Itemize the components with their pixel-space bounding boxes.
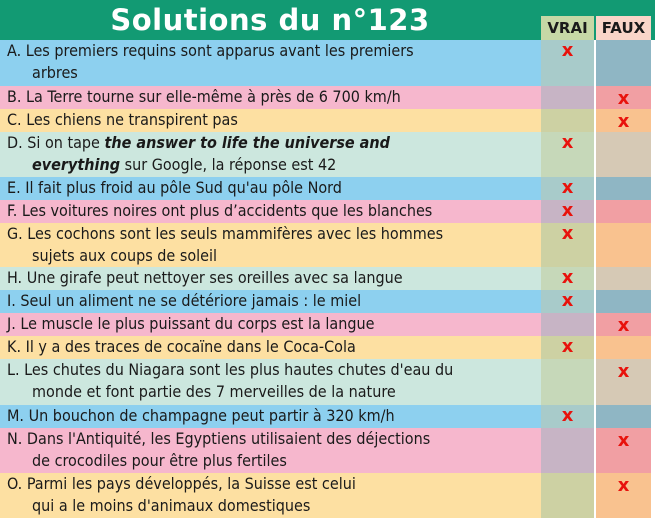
answer-mark: x: [561, 40, 574, 61]
question-line: arbres: [32, 63, 78, 82]
vrai-cell: [541, 132, 594, 177]
faux-cell: [596, 109, 651, 132]
answer-mark: x: [617, 315, 630, 336]
faux-cell: [596, 336, 651, 359]
question-line: N. Dans l'Antiquité, les Egyptiens utilisaient des déjections: [7, 429, 431, 448]
faux-cell: [596, 267, 651, 290]
faux-cell: [596, 359, 651, 405]
column-header-faux: FAUX: [596, 16, 651, 40]
question-line: I. Seul un aliment ne se détériore jamais : le miel: [7, 291, 362, 310]
table-row: [0, 109, 655, 132]
question-line: L. Les chutes du Niagara sont les plus hautes chutes d'eau du: [7, 360, 454, 379]
faux-cell: [596, 313, 651, 336]
table-row: [0, 132, 655, 177]
faux-cell: [596, 405, 651, 428]
faux-cell: [596, 40, 651, 86]
question-text: [0, 200, 541, 223]
answer-mark: x: [617, 111, 630, 132]
answer-mark: x: [561, 177, 574, 198]
vrai-cell: [541, 359, 594, 405]
question-text: [0, 359, 541, 405]
answer-mark: x: [561, 200, 574, 221]
answer-mark: x: [617, 361, 630, 382]
vrai-cell: [541, 40, 594, 86]
answer-mark: x: [561, 405, 574, 426]
answer-mark: x: [561, 223, 574, 244]
question-line: C. Les chiens ne transpirent pas: [7, 110, 238, 129]
question-line: M. Un bouchon de champagne peut partir à 320 km/h: [7, 406, 395, 425]
vrai-cell: [541, 200, 594, 223]
question-text: [0, 290, 541, 313]
vrai-cell: [541, 109, 594, 132]
question-text: [0, 336, 541, 359]
vrai-cell: [541, 177, 594, 200]
faux-cell: [596, 86, 651, 109]
table-row: [0, 223, 655, 267]
vrai-cell: [541, 223, 594, 267]
answer-mark: x: [561, 290, 574, 311]
vrai-cell: [541, 336, 594, 359]
question-line: D. Si on tape the answer to life the universe and: [7, 133, 390, 152]
question-line: B. La Terre tourne sur elle-même à près de 6 700 km/h: [7, 87, 401, 106]
vrai-cell: [541, 473, 594, 518]
page-title: Solutions du n°123: [110, 3, 430, 37]
faux-cell: [596, 428, 651, 473]
question-text: [0, 109, 541, 132]
answer-mark: x: [561, 132, 574, 153]
table-row: [0, 428, 655, 473]
question-line: H. Une girafe peut nettoyer ses oreilles avec sa langue: [7, 268, 403, 287]
answer-mark: x: [561, 336, 574, 357]
table-row: [0, 267, 655, 290]
vrai-cell: [541, 267, 594, 290]
table-row: [0, 473, 655, 518]
answer-mark: x: [617, 475, 630, 496]
table-row: [0, 86, 655, 109]
faux-cell: [596, 473, 651, 518]
table-row: [0, 359, 655, 405]
table-row: [0, 177, 655, 200]
question-line: everything sur Google, la réponse est 42: [32, 155, 337, 174]
question-line: J. Le muscle le plus puissant du corps est la langue: [7, 314, 375, 333]
column-header-vrai: VRAI: [541, 16, 594, 40]
question-text: [0, 177, 541, 200]
vrai-cell: [541, 290, 594, 313]
question-line: monde et font partie des 7 merveilles de la nature: [32, 382, 396, 401]
vrai-cell: [541, 405, 594, 428]
question-line: E. Il fait plus froid au pôle Sud qu'au pôle Nord: [7, 178, 342, 197]
question-text: [0, 405, 541, 428]
faux-cell: [596, 200, 651, 223]
vrai-cell: [541, 313, 594, 336]
question-line: sujets aux coups de soleil: [32, 246, 218, 265]
table-row: [0, 405, 655, 428]
question-line: O. Parmi les pays développés, la Suisse est celui: [7, 474, 356, 493]
question-text: [0, 40, 541, 86]
faux-cell: [596, 290, 651, 313]
question-text: [0, 313, 541, 336]
vrai-cell: [541, 428, 594, 473]
question-line: qui a le moins d'animaux domestiques: [32, 496, 311, 515]
table-row: [0, 200, 655, 223]
question-line: de crocodiles pour être plus fertiles: [32, 451, 287, 470]
question-text: [0, 86, 541, 109]
question-line: K. Il y a des traces de cocaïne dans le Coca-Cola: [7, 337, 356, 356]
question-line: A. Les premiers requins sont apparus avant les premiers: [7, 41, 414, 60]
table-row: [0, 40, 655, 86]
question-text: [0, 223, 541, 267]
question-line: F. Les voitures noires ont plus d’accidents que les blanches: [7, 201, 433, 220]
question-text: [0, 473, 541, 518]
answer-mark: x: [617, 88, 630, 109]
table-row: [0, 336, 655, 359]
faux-cell: [596, 177, 651, 200]
question-text: [0, 132, 541, 177]
answer-mark: x: [617, 430, 630, 451]
faux-cell: [596, 223, 651, 267]
question-text: [0, 267, 541, 290]
vrai-cell: [541, 86, 594, 109]
faux-cell: [596, 132, 651, 177]
table-row: [0, 313, 655, 336]
table-row: [0, 290, 655, 313]
answer-mark: x: [561, 267, 574, 288]
question-line: G. Les cochons sont les seuls mammifères avec les hommes: [7, 224, 444, 243]
question-text: [0, 428, 541, 473]
